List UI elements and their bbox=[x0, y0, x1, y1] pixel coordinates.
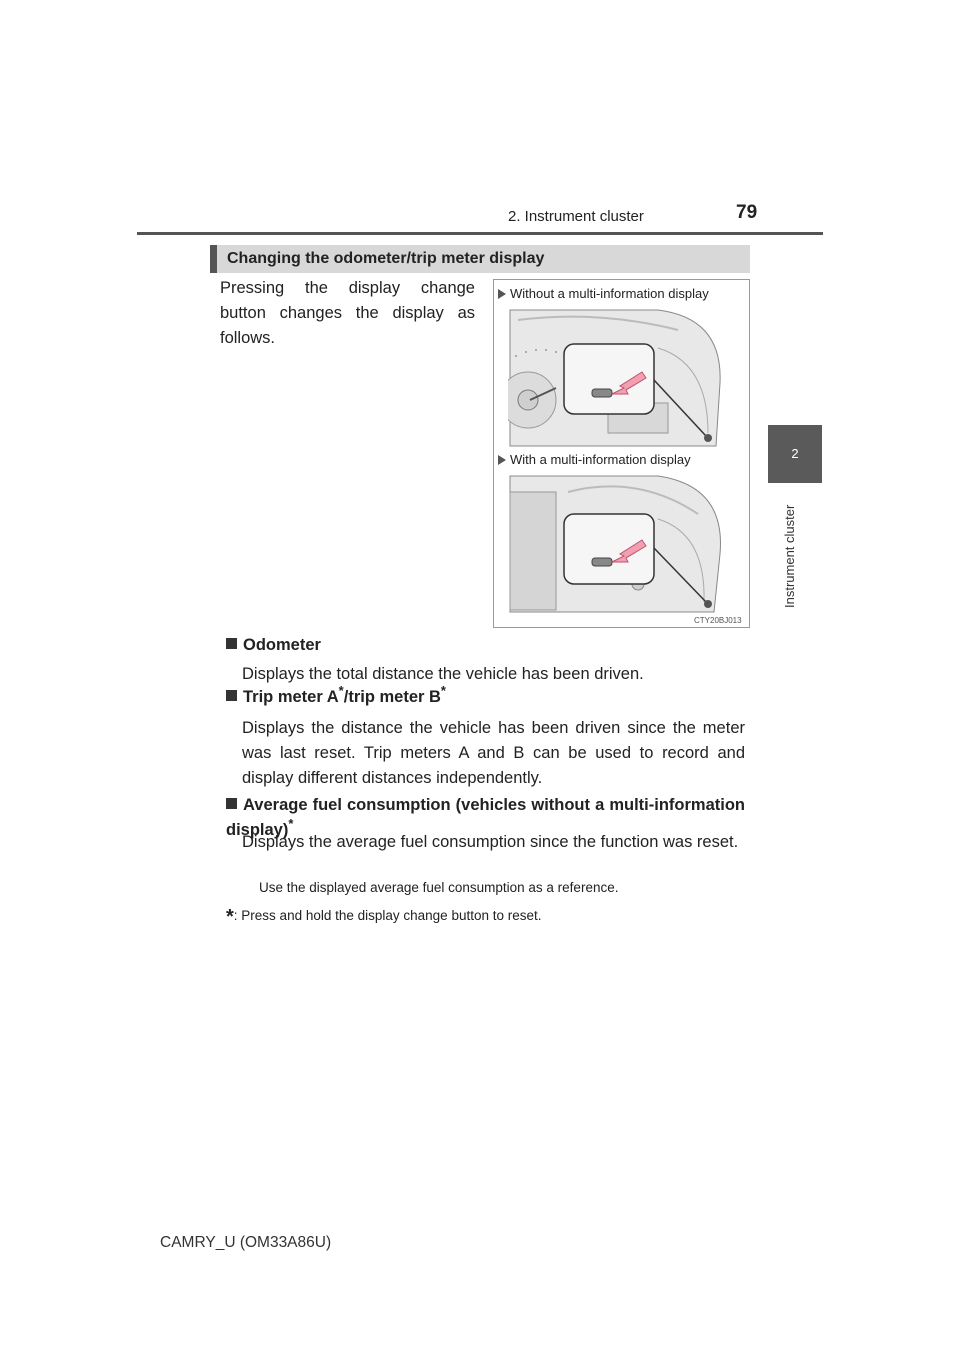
footnote-marker: * bbox=[226, 906, 234, 928]
cluster-with-mid-illustration bbox=[508, 474, 738, 614]
footnote bbox=[226, 903, 542, 926]
figure-code: CTY20BJ013 bbox=[694, 616, 742, 625]
square-bullet-icon bbox=[226, 798, 237, 809]
chapter-label-text: Instrument cluster bbox=[782, 504, 797, 608]
item-title: Odometer bbox=[243, 636, 321, 654]
reference-note: Use the displayed average fuel consumption as a reference. bbox=[259, 880, 619, 895]
item-title: Average fuel consumption (vehicles without a multi-information display) bbox=[226, 796, 745, 839]
triangle-bullet-icon bbox=[498, 289, 506, 299]
figure-caption-with-mid bbox=[498, 452, 691, 467]
page-number: 79 bbox=[736, 202, 758, 223]
chapter-label bbox=[778, 488, 798, 608]
intro-paragraph: Pressing the display change button changes the display as follows. bbox=[220, 279, 475, 347]
item-title-part2: /trip meter B bbox=[343, 688, 441, 706]
item-heading-trip-meter bbox=[226, 683, 446, 707]
header-section-title: 2. Instrument cluster bbox=[508, 208, 644, 225]
asterisk-marker: * bbox=[338, 683, 344, 698]
square-bullet-icon bbox=[226, 638, 237, 649]
item-body-trip-meter: Displays the distance the vehicle has been driven since the meter was last reset. Trip meters A and B can be used to record and display different distances independently. bbox=[242, 719, 745, 787]
cluster-without-mid-illustration bbox=[508, 308, 738, 448]
section-heading: Changing the odometer/trip meter display bbox=[227, 250, 545, 267]
footnote-text: : Press and hold the display change button to reset. bbox=[233, 908, 542, 923]
section-heading-bar bbox=[210, 245, 750, 273]
chapter-tab[interactable]: 2 bbox=[768, 425, 822, 483]
caption-text-1: Without a multi-information display bbox=[510, 286, 709, 301]
asterisk-marker: * bbox=[288, 816, 294, 831]
square-bullet-icon bbox=[226, 690, 237, 701]
caption-text-2: With a multi-information display bbox=[510, 452, 691, 467]
item-body-avg-fuel: Displays the average fuel consumption since the function was reset. bbox=[242, 833, 739, 851]
item-body-odometer: Displays the total distance the vehicle has been driven. bbox=[242, 665, 644, 683]
header-divider bbox=[137, 232, 823, 235]
instrument-figure bbox=[493, 279, 750, 628]
triangle-bullet-icon bbox=[498, 455, 506, 465]
item-heading-odometer bbox=[226, 636, 321, 655]
asterisk-marker: * bbox=[440, 683, 446, 698]
item-title-part1: Trip meter A bbox=[243, 688, 339, 706]
manual-identifier: CAMRY_U (OM33A86U) bbox=[160, 1234, 332, 1251]
figure-caption-without-mid bbox=[498, 286, 709, 301]
